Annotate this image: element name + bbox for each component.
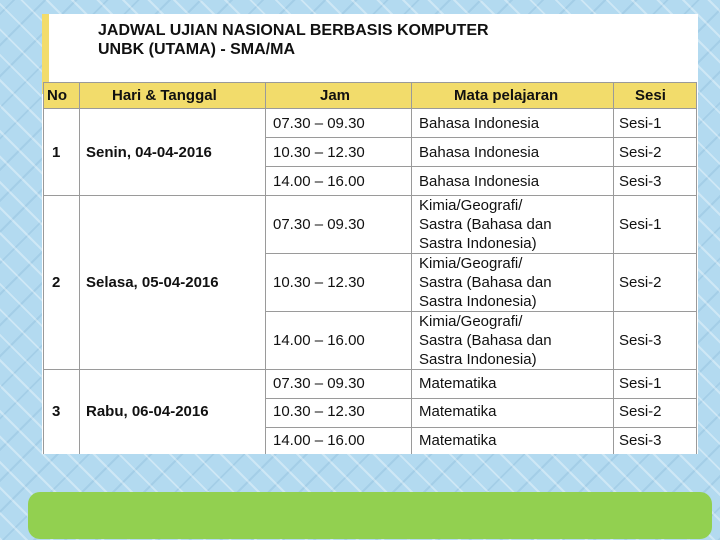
session-8-sesi: Sesi-2 [619,403,662,420]
session-2-sesi: Sesi-2 [619,144,662,161]
session-6-jam: 14.00 – 16.00 [273,332,365,349]
session-4-mapel-line2: Sastra (Bahasa dan [419,216,552,233]
session-6-mapel-line1: Kimia/Geografi/ [419,313,523,330]
table-grid [42,14,698,454]
header-sesi: Sesi [635,87,666,104]
day-2-no: 2 [52,274,61,291]
session-7-jam: 07.30 – 09.30 [273,375,365,392]
day-3-no: 3 [52,403,61,420]
session-1-jam: 07.30 – 09.30 [273,115,365,132]
session-6-mapel-line3: Sastra Indonesia) [419,351,537,368]
session-3-mapel: Bahasa Indonesia [419,173,540,190]
session-5-jam: 10.30 – 12.30 [273,274,365,291]
session-5-mapel-line1: Kimia/Geografi/ [419,255,523,272]
session-5-mapel-line2: Sastra (Bahasa dan [419,274,552,291]
session-6-mapel-line2: Sastra (Bahasa dan [419,332,552,349]
header-mapel: Mata pelajaran [454,87,559,104]
session-8-mapel: Matematika [419,403,497,420]
session-7-mapel: Matematika [419,375,497,392]
session-2-mapel: Bahasa Indonesia [419,144,540,161]
session-9-sesi: Sesi-3 [619,432,662,449]
session-4-sesi: Sesi-1 [619,216,662,233]
session-5-mapel-line3: Sastra Indonesia) [419,293,537,310]
session-5-sesi: Sesi-2 [619,274,662,291]
session-3-jam: 14.00 – 16.00 [273,173,365,190]
session-4-mapel-line3: Sastra Indonesia) [419,235,537,252]
header-hari: Hari & Tanggal [112,87,217,104]
session-1-mapel: Bahasa Indonesia [419,115,540,132]
session-7-sesi: Sesi-1 [619,375,662,392]
document-title: JADWAL UJIAN NASIONAL BERBASIS KOMPUTER [98,22,489,39]
session-6-sesi: Sesi-3 [619,332,662,349]
day-1-no: 1 [52,144,61,161]
session-2-jam: 10.30 – 12.30 [273,144,365,161]
session-3-sesi: Sesi-3 [619,173,662,190]
header-no: No [47,87,67,104]
day-3-date: Rabu, 06-04-2016 [86,403,209,420]
session-9-jam: 14.00 – 16.00 [273,432,365,449]
session-4-mapel-line1: Kimia/Geografi/ [419,197,523,214]
session-1-sesi: Sesi-1 [619,115,662,132]
day-1-date: Senin, 04-04-2016 [86,144,212,161]
document-subtitle: UNBK (UTAMA) - SMA/MA [98,41,295,58]
footer-bar [28,492,712,539]
session-9-mapel: Matematika [419,432,497,449]
schedule-slide [42,14,698,454]
session-8-jam: 10.30 – 12.30 [273,403,365,420]
day-2-date: Selasa, 05-04-2016 [86,274,219,291]
header-jam: Jam [320,87,351,104]
session-4-jam: 07.30 – 09.30 [273,216,365,233]
